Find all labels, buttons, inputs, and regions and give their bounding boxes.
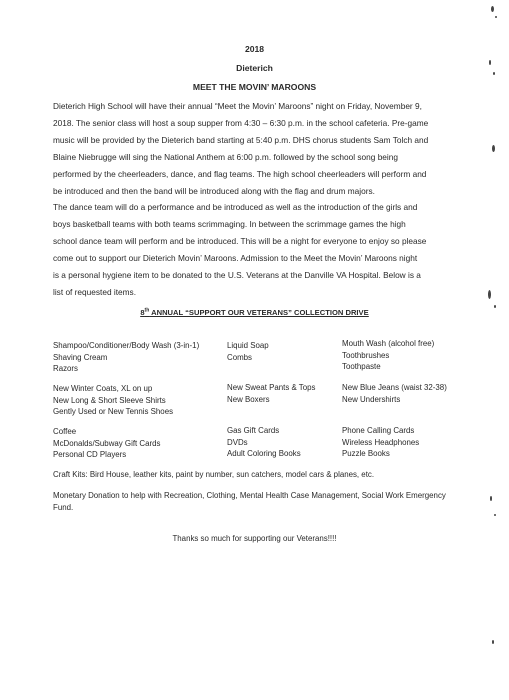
scan-speck bbox=[488, 290, 491, 299]
item: Personal CD Players bbox=[53, 450, 127, 460]
intro-line: list of requested items. bbox=[53, 286, 137, 297]
craft-kits-line: Craft Kits: Bird House, leather kits, paint by number, sun catchers, model cars & planes, etc. bbox=[53, 470, 375, 479]
items-group-2-col-2 bbox=[227, 382, 315, 405]
item: Puzzle Books bbox=[342, 449, 390, 459]
items-group-3-col-1 bbox=[53, 426, 160, 461]
item: Shaving Cream bbox=[53, 352, 108, 362]
scan-speck bbox=[490, 496, 492, 501]
intro-line: Dieterich High School will have their annual “Meet the Movin’ Maroons” night on Friday, November 9, bbox=[53, 101, 422, 111]
item: Toothbrushes bbox=[342, 350, 390, 360]
item: Coffee bbox=[53, 427, 77, 436]
intro-line: music will be provided by the Dieterich band starting at 5:40 p.m. DHS chorus students Sam Tolch and bbox=[53, 134, 429, 145]
scan-speck bbox=[494, 305, 496, 308]
monetary-line: Monetary Donation to help with Recreation, Clothing, Mental Health Case Management, Social Work Emergency bbox=[53, 491, 446, 500]
intro-line: The dance team will do a performance and be introduced as well as the introduction of the girls and bbox=[53, 202, 418, 213]
item: Toothpaste bbox=[342, 362, 381, 372]
items-group-1-col-1 bbox=[53, 340, 199, 375]
items-group-3-col-2 bbox=[227, 425, 301, 460]
items-group-2-col-1 bbox=[53, 383, 173, 418]
drive-ordinal: 8 bbox=[140, 307, 145, 317]
scan-speck bbox=[495, 16, 497, 18]
thanks-line: Thanks so much for supporting our Veterans!!!! bbox=[172, 534, 337, 543]
item: New Blue Jeans (waist 32-38) bbox=[342, 383, 447, 392]
item: New Winter Coats, XL on up bbox=[53, 384, 153, 393]
items-group-2-col-3 bbox=[342, 382, 447, 405]
items-group-1-col-2 bbox=[227, 340, 269, 363]
item: Gently Used or New Tennis Shoes bbox=[53, 407, 174, 417]
item: New Long & Short Sleeve Shirts bbox=[53, 395, 166, 405]
monetary-donation bbox=[53, 490, 473, 513]
scan-speck bbox=[493, 72, 495, 75]
year-heading: 2018 bbox=[244, 44, 265, 54]
intro-line: is a personal hygiene item to be donated to the U.S. Veterans at the Danville VA Hospital. Below is a bbox=[53, 270, 421, 281]
intro-line: school dance team will perform and be introduced. This will be a night for everyone to enjoy so please bbox=[53, 236, 427, 247]
item: New Undershirts bbox=[342, 394, 401, 404]
intro-line: performed by the cheerleaders, dance, and flag teams. The high school cheerleaders will perform and bbox=[53, 168, 427, 179]
scan-speck bbox=[491, 6, 494, 12]
intro-line: come out to support our Dieterich Movin’ Maroons. Admission to the Meet the Movin’ Maroons night bbox=[53, 253, 418, 264]
item: Mouth Wash (alcohol free) bbox=[342, 339, 435, 348]
item: DVDs bbox=[227, 437, 248, 447]
item: McDonalds/Subway Gift Cards bbox=[53, 438, 161, 448]
items-group-1-col-3 bbox=[342, 338, 434, 373]
item: New Boxers bbox=[227, 394, 270, 404]
scan-speck bbox=[494, 514, 496, 516]
item: Liquid Soap bbox=[227, 341, 269, 350]
scan-speck bbox=[492, 145, 495, 152]
drive-title-text: ANNUAL “SUPPORT OUR VETERANS” COLLECTION DRIVE bbox=[149, 307, 369, 317]
item: Razors bbox=[53, 364, 78, 374]
item: Shampoo/Conditioner/Body Wash (3-in-1) bbox=[53, 341, 200, 350]
collection-drive-title bbox=[0, 307, 509, 317]
scan-speck bbox=[489, 60, 491, 65]
intro-paragraph bbox=[53, 98, 473, 301]
items-group-3-col-3 bbox=[342, 425, 419, 460]
item: Combs bbox=[227, 352, 252, 362]
drive-ordinal-suffix: th bbox=[144, 307, 150, 313]
intro-line: 2018. The senior class will host a soup supper from 4:30 – 6:30 p.m. in the school cafeteria. Pre-game bbox=[53, 117, 429, 128]
item: Adult Coloring Books bbox=[227, 449, 301, 459]
scan-speck bbox=[492, 640, 494, 644]
intro-line: be introduced and then the band will be introduced along with the flag and drum majors. bbox=[53, 185, 375, 196]
monetary-line: Fund. bbox=[53, 502, 74, 512]
item: Wireless Headphones bbox=[342, 437, 420, 447]
event-title: MEET THE MOVIN’ MAROONS bbox=[192, 82, 317, 92]
item: Phone Calling Cards bbox=[342, 426, 415, 435]
intro-line: boys basketball teams with both teams scrimmaging. In between the scrimmage games the high bbox=[53, 219, 406, 230]
item: New Sweat Pants & Tops bbox=[227, 383, 316, 392]
intro-line: Blaine Niebrugge will sing the National Anthem at 6:00 p.m. followed by the school song being bbox=[53, 151, 398, 162]
school-heading: Dieterich bbox=[236, 63, 273, 73]
item: Gas Gift Cards bbox=[227, 426, 280, 435]
